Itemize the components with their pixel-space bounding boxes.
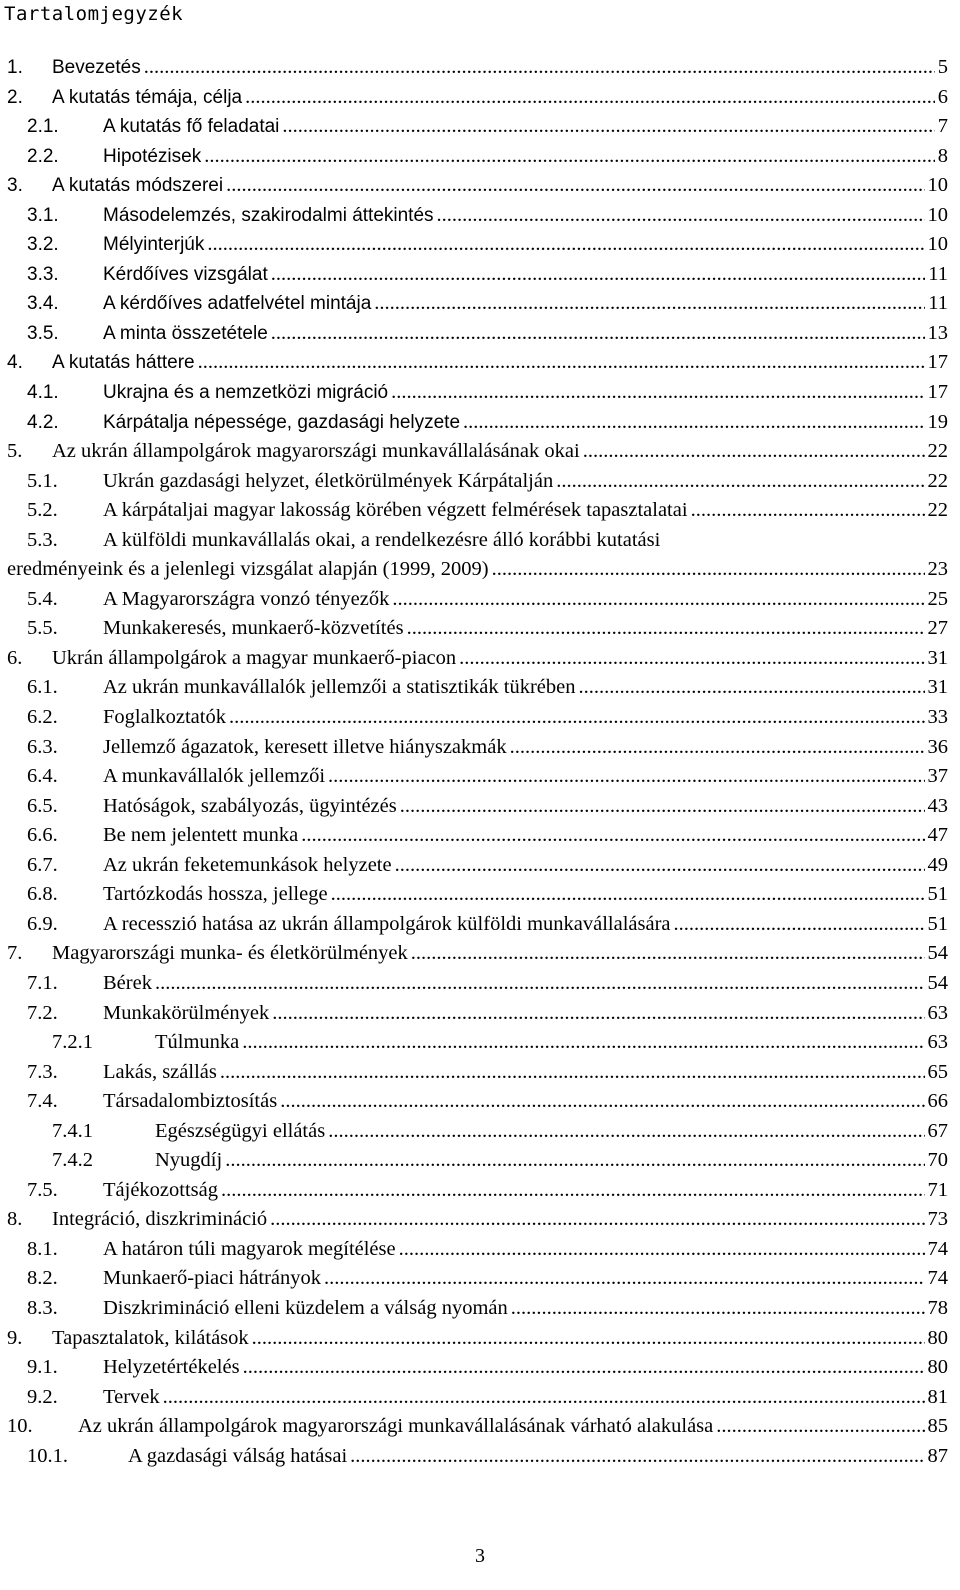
toc-entry-title: Munkakörülmények xyxy=(103,1001,270,1024)
toc-entry-number: 9. xyxy=(7,1326,23,1349)
toc-entry-page: 10 xyxy=(927,233,948,256)
toc-entry-number: 5.4. xyxy=(27,587,58,610)
toc-entry[interactable] xyxy=(0,1235,960,1265)
dot-leader xyxy=(207,230,924,260)
toc-entry[interactable] xyxy=(0,408,960,438)
dot-leader xyxy=(437,201,925,231)
dot-leader xyxy=(691,496,925,526)
table-of-contents xyxy=(0,53,960,1471)
toc-entry[interactable] xyxy=(0,1383,960,1413)
dot-leader xyxy=(331,880,925,910)
toc-entry[interactable] xyxy=(0,1205,960,1235)
toc-entry-page: 74 xyxy=(927,1237,948,1260)
toc-entry-title: Túlmunka xyxy=(155,1031,240,1054)
toc-entry[interactable] xyxy=(0,703,960,733)
toc-entry[interactable] xyxy=(0,260,960,290)
toc-entry[interactable] xyxy=(0,733,960,763)
toc-entry-title: Ukrán állampolgárok a magyar munkaerő-piacon xyxy=(52,646,457,669)
toc-entry-number: 6.2. xyxy=(27,706,58,729)
toc-entry-title: Az ukrán feketemunkások helyzete xyxy=(103,853,392,876)
toc-entry-page: 65 xyxy=(927,1060,948,1083)
toc-entry-page: 10 xyxy=(927,203,948,226)
dot-leader xyxy=(252,1324,925,1354)
toc-entry-page: 37 xyxy=(927,765,948,788)
toc-entry-title: Társadalombiztosítás xyxy=(103,1090,278,1113)
toc-entry-title: A kutatás fő feladatai xyxy=(103,116,280,138)
toc-entry-page: 80 xyxy=(927,1356,948,1379)
toc-entry-title: A minta összetétele xyxy=(103,322,268,344)
dot-leader xyxy=(391,378,924,408)
toc-entry-title: Helyzetértékelés xyxy=(103,1356,240,1379)
toc-entry-number: 2.2. xyxy=(27,145,59,167)
toc-entry-page: 17 xyxy=(927,351,948,374)
toc-entry-number: 2.1. xyxy=(27,116,59,138)
toc-entry[interactable] xyxy=(0,1324,960,1354)
toc-entry[interactable] xyxy=(0,1412,960,1442)
toc-entry-title: eredményeink és a jelenlegi vizsgálat alapján (1999, 2009) xyxy=(7,558,489,581)
toc-entry-title: A recesszió hatása az ukrán állampolgárok külföldi munkavállalására xyxy=(103,912,671,935)
dot-leader xyxy=(229,703,925,733)
toc-entry-page: 31 xyxy=(927,646,948,669)
toc-entry-number: 7.3. xyxy=(27,1060,58,1083)
toc-entry[interactable] xyxy=(0,496,960,526)
dot-leader xyxy=(556,467,924,497)
toc-entry-title: Diszkrimináció elleni küzdelem a válság nyomán xyxy=(103,1296,508,1319)
toc-entry-number: 4.2. xyxy=(27,411,59,433)
dot-leader xyxy=(155,969,925,999)
toc-entry-number: 8.2. xyxy=(27,1267,58,1290)
toc-entry-page: 31 xyxy=(927,676,948,699)
toc-entry-number: 6.6. xyxy=(27,824,58,847)
dot-leader xyxy=(716,1412,924,1442)
toc-entry[interactable] xyxy=(0,614,960,644)
toc-entry-title: Munkakeresés, munkaerő-közvetítés xyxy=(103,617,404,640)
dot-leader xyxy=(163,1383,925,1413)
toc-entry-page: 54 xyxy=(927,971,948,994)
toc-entry-page: 13 xyxy=(927,321,948,344)
dot-leader xyxy=(350,1442,924,1472)
toc-entry-page: 22 xyxy=(927,499,948,522)
toc-entry[interactable] xyxy=(0,762,960,792)
toc-entry-page: 27 xyxy=(927,617,948,640)
toc-entry[interactable] xyxy=(0,53,960,83)
toc-entry-title: A kérdőíves adatfelvétel mintája xyxy=(103,293,372,315)
dot-leader xyxy=(392,585,924,615)
toc-entry-title: Tapasztalatok, kilátások xyxy=(52,1326,249,1349)
toc-entry[interactable] xyxy=(0,378,960,408)
dot-leader xyxy=(245,83,935,113)
toc-entry[interactable] xyxy=(0,1176,960,1206)
toc-entry-number: 6.5. xyxy=(27,794,58,817)
dot-leader xyxy=(243,1353,925,1383)
toc-entry-number: 8. xyxy=(7,1208,23,1231)
toc-entry-title: Munkaerő-piaci hátrányok xyxy=(103,1267,322,1290)
toc-entry[interactable] xyxy=(0,1087,960,1117)
toc-entry-page: 5 xyxy=(937,56,948,78)
dot-leader xyxy=(204,142,935,172)
toc-entry-number: 6. xyxy=(7,646,23,669)
toc-entry-number: 3.2. xyxy=(27,234,59,256)
toc-entry-page: 23 xyxy=(927,558,948,581)
toc-entry-page: 8 xyxy=(937,144,948,167)
toc-entry-page: 85 xyxy=(927,1415,948,1438)
toc-entry[interactable] xyxy=(0,821,960,851)
toc-entry[interactable] xyxy=(0,112,960,142)
dot-leader xyxy=(578,673,924,703)
toc-entry[interactable] xyxy=(0,319,960,349)
dot-leader xyxy=(144,53,935,83)
toc-entry-number: 8.1. xyxy=(27,1237,58,1260)
toc-entry-number: 4.1. xyxy=(27,382,59,404)
toc-entry-title: Bevezetés xyxy=(52,57,141,78)
toc-entry-number: 2. xyxy=(7,86,23,108)
toc-entry[interactable] xyxy=(0,999,960,1029)
toc-entry-title: Az ukrán állampolgárok magyarországi munkavállalásának várható alakulása xyxy=(78,1415,714,1438)
toc-entry-number: 7.1. xyxy=(27,971,58,994)
toc-entry[interactable] xyxy=(0,230,960,260)
toc-entry-title: A külföldi munkavállalás okai, a rendelkezésre álló korábbi kutatási xyxy=(103,528,661,551)
toc-entry-title: Integráció, diszkrimináció xyxy=(52,1208,268,1231)
toc-entry[interactable] xyxy=(0,526,960,556)
toc-entry-page: 7 xyxy=(937,115,948,138)
toc-entry-title: A gazdasági válság hatásai xyxy=(128,1444,348,1467)
toc-entry-number: 5. xyxy=(7,440,23,463)
dot-leader xyxy=(271,260,926,290)
dot-leader xyxy=(583,437,925,467)
toc-entry-page: 80 xyxy=(927,1326,948,1349)
toc-entry-page: 51 xyxy=(927,912,948,935)
dot-leader xyxy=(411,939,925,969)
dot-leader xyxy=(271,319,925,349)
toc-entry-page: 19 xyxy=(927,410,948,433)
toc-entry-title: Magyarországi munka- és életkörülmények xyxy=(52,942,408,965)
dot-leader xyxy=(328,1117,924,1147)
toc-entry-page: 87 xyxy=(927,1444,948,1467)
toc-entry-number: 7.2. xyxy=(27,1001,58,1024)
toc-entry-title: Tervek xyxy=(103,1385,160,1408)
dot-leader xyxy=(220,1058,925,1088)
toc-entry-page: 47 xyxy=(927,824,948,847)
toc-entry-number: 3. xyxy=(7,175,23,197)
toc-entry[interactable] xyxy=(0,969,960,999)
toc-entry[interactable] xyxy=(0,555,960,585)
toc-entry[interactable] xyxy=(0,880,960,910)
toc-entry-title: Egészségügyi ellátás xyxy=(155,1119,326,1142)
toc-entry-number: 7.4.2 xyxy=(52,1149,93,1172)
toc-entry-page: 74 xyxy=(927,1267,948,1290)
toc-entry[interactable] xyxy=(0,289,960,319)
toc-entry-title: Tartózkodás hossza, jellege xyxy=(103,883,328,906)
toc-entry-number: 6.1. xyxy=(27,676,58,699)
dot-leader xyxy=(510,733,925,763)
toc-entry-number: 3.1. xyxy=(27,204,59,226)
toc-entry-page: 10 xyxy=(927,174,948,197)
toc-entry-number: 3.4. xyxy=(27,293,59,315)
toc-entry[interactable] xyxy=(0,1442,960,1472)
dot-leader xyxy=(511,1294,925,1324)
toc-entry-title: Tájékozottság xyxy=(103,1178,218,1201)
toc-entry-page: 63 xyxy=(927,1031,948,1054)
toc-entry-page: 81 xyxy=(927,1385,948,1408)
dot-leader xyxy=(328,762,924,792)
toc-entry-title: Ukrán gazdasági helyzet, életkörülmények Kárpátalján xyxy=(103,469,554,492)
toc-entry-number: 8.3. xyxy=(27,1296,58,1319)
toc-entry-number: 10.1. xyxy=(27,1444,68,1467)
toc-entry-number: 9.1. xyxy=(27,1356,58,1379)
dot-leader xyxy=(324,1264,924,1294)
dot-leader xyxy=(221,1176,925,1206)
toc-entry[interactable] xyxy=(0,644,960,674)
toc-entry-number: 5.5. xyxy=(27,617,58,640)
toc-entry-number: 4. xyxy=(7,352,23,374)
toc-entry-number: 3.3. xyxy=(27,263,59,285)
toc-entry-number: 3.5. xyxy=(27,322,59,344)
toc-entry-title: Mélyinterjúk xyxy=(103,234,205,256)
toc-entry[interactable] xyxy=(0,83,960,113)
toc-entry[interactable] xyxy=(0,939,960,969)
dot-leader xyxy=(272,999,924,1029)
toc-entry-page: 49 xyxy=(927,853,948,876)
toc-entry-title: Jellemző ágazatok, keresett illetve hiányszakmák xyxy=(103,735,507,758)
toc-entry-page: 33 xyxy=(927,706,948,729)
toc-entry-number: 10. xyxy=(7,1415,33,1438)
toc-entry-page: 22 xyxy=(927,440,948,463)
toc-entry[interactable] xyxy=(0,1353,960,1383)
toc-entry-number: 9.2. xyxy=(27,1385,58,1408)
toc-entry-title: Hipotézisek xyxy=(103,145,202,167)
toc-entry-number: 6.3. xyxy=(27,735,58,758)
toc-entry-page: 22 xyxy=(927,469,948,492)
toc-entry-page: 36 xyxy=(927,735,948,758)
toc-entry-page: 51 xyxy=(927,883,948,906)
toc-entry-number: 1. xyxy=(7,57,23,78)
toc-entry-page: 43 xyxy=(927,794,948,817)
toc-entry-page: 73 xyxy=(927,1208,948,1231)
toc-entry-title: A Magyarországra vonzó tényezők xyxy=(103,587,390,610)
toc-entry[interactable] xyxy=(0,1146,960,1176)
toc-entry-number: 5.3. xyxy=(27,528,58,551)
toc-entry-number: 6.7. xyxy=(27,853,58,876)
toc-entry-title: Másodelemzés, szakirodalmi áttekintés xyxy=(103,204,434,226)
toc-entry-page: 71 xyxy=(927,1178,948,1201)
toc-entry[interactable] xyxy=(0,792,960,822)
dot-leader xyxy=(400,792,925,822)
toc-entry-title: Bérek xyxy=(103,971,152,994)
toc-entry-title: Be nem jelentett munka xyxy=(103,824,299,847)
dot-leader xyxy=(407,614,925,644)
toc-entry-page: 17 xyxy=(927,381,948,404)
dot-leader xyxy=(225,1146,924,1176)
toc-entry-title: A kutatás módszerei xyxy=(52,175,224,197)
dot-leader xyxy=(395,851,925,881)
dot-leader xyxy=(463,408,924,438)
toc-entry-page: 70 xyxy=(927,1149,948,1172)
dot-leader xyxy=(301,821,924,851)
dot-leader xyxy=(374,289,925,319)
toc-entry-number: 6.8. xyxy=(27,883,58,906)
toc-entry-number: 6.4. xyxy=(27,765,58,788)
toc-entry-page: 25 xyxy=(927,587,948,610)
page-number: 3 xyxy=(475,1545,485,1567)
toc-entry-title: Kérdőíves vizsgálat xyxy=(103,263,268,285)
toc-entry-page: 11 xyxy=(928,262,948,285)
toc-entry-title: A kutatás témája, célja xyxy=(52,86,243,108)
toc-entry[interactable] xyxy=(0,348,960,378)
toc-entry-page: 78 xyxy=(927,1296,948,1319)
toc-entry-page: 63 xyxy=(927,1001,948,1024)
dot-leader xyxy=(492,555,925,585)
toc-entry-number: 7.4. xyxy=(27,1090,58,1113)
toc-entry-number: 5.1. xyxy=(27,469,58,492)
toc-entry[interactable] xyxy=(0,1264,960,1294)
toc-entry-title: Az ukrán állampolgárok magyarországi munkavállalásának okai xyxy=(52,440,580,463)
toc-entry-title: Az ukrán munkavállalók jellemzői a statisztikák tükrében xyxy=(103,676,576,699)
toc-entry-title: Nyugdíj xyxy=(155,1149,223,1172)
toc-entry-title: Hatóságok, szabályozás, ügyintézés xyxy=(103,794,397,817)
toc-entry[interactable] xyxy=(0,1058,960,1088)
toc-entry[interactable] xyxy=(0,201,960,231)
toc-entry-title: A kutatás háttere xyxy=(52,352,195,374)
toc-entry[interactable] xyxy=(0,1117,960,1147)
dot-leader xyxy=(280,1087,924,1117)
toc-entry[interactable] xyxy=(0,1294,960,1324)
toc-entry-page: 66 xyxy=(927,1090,948,1113)
toc-entry-number: 7.4.1 xyxy=(52,1119,93,1142)
toc-entry-title: A munkavállalók jellemzői xyxy=(103,765,326,788)
toc-entry[interactable] xyxy=(0,851,960,881)
toc-entry-title: Foglalkoztatók xyxy=(103,706,226,729)
dot-leader xyxy=(282,112,934,142)
dot-leader xyxy=(399,1235,925,1265)
toc-entry-number: 5.2. xyxy=(27,499,58,522)
toc-entry-page: 11 xyxy=(928,292,948,315)
toc-entry[interactable] xyxy=(0,171,960,201)
toc-entry-number: 7. xyxy=(7,942,23,965)
page-title: Tartalomjegyzék xyxy=(4,3,184,25)
toc-entry[interactable] xyxy=(0,585,960,615)
dot-leader xyxy=(226,171,924,201)
toc-entry[interactable] xyxy=(0,910,960,940)
toc-entry-number: 7.5. xyxy=(27,1178,58,1201)
toc-entry[interactable] xyxy=(0,142,960,172)
toc-entry-title: A határon túli magyarok megítélése xyxy=(103,1237,396,1260)
toc-entry-number: 6.9. xyxy=(27,912,58,935)
toc-entry-page: 67 xyxy=(927,1119,948,1142)
dot-leader xyxy=(674,910,925,940)
toc-entry-title: Ukrajna és a nemzetközi migráció xyxy=(103,382,389,404)
toc-entry-number: 7.2.1 xyxy=(52,1031,93,1054)
toc-entry-title: Kárpátalja népessége, gazdasági helyzete xyxy=(103,411,461,433)
toc-entry-title: A kárpátaljai magyar lakosság körében végzett felmérések tapasztalatai xyxy=(103,499,688,522)
toc-entry[interactable] xyxy=(0,1028,960,1058)
toc-entry-page: 6 xyxy=(937,85,948,108)
dot-leader xyxy=(459,644,924,674)
dot-leader xyxy=(198,348,925,378)
dot-leader xyxy=(270,1205,924,1235)
toc-entry-page: 54 xyxy=(927,942,948,965)
toc-entry[interactable] xyxy=(0,437,960,467)
toc-entry-title: Lakás, szállás xyxy=(103,1060,217,1083)
dot-leader xyxy=(242,1028,924,1058)
toc-entry[interactable] xyxy=(0,673,960,703)
toc-entry[interactable] xyxy=(0,467,960,497)
